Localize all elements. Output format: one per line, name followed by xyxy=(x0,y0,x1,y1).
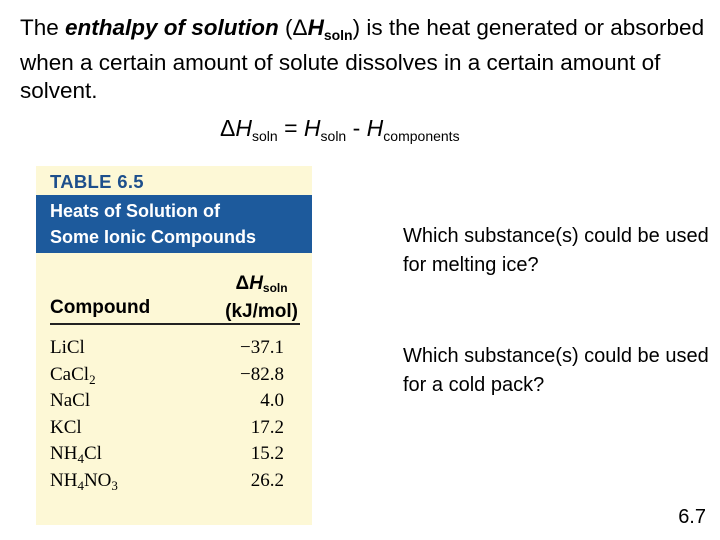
table-row xyxy=(36,417,312,444)
enthalpy-value: 17.2 xyxy=(250,416,284,438)
table-number: TABLE 6.5 xyxy=(50,171,144,192)
header-divider xyxy=(50,323,300,325)
header-unit: (kJ/mol) xyxy=(225,301,298,322)
compound-name: LiCl xyxy=(50,337,85,358)
formula-sub2: soln xyxy=(320,128,347,144)
table-title-bar xyxy=(36,195,312,253)
formula-sub1: soln xyxy=(252,128,278,144)
slide-number: 6.7 xyxy=(678,506,706,528)
enthalpy-value: −37.1 xyxy=(240,337,284,358)
table-title-line2: Some Ionic Compounds xyxy=(50,227,257,247)
compound-name: CaCl$_2$ xyxy=(50,363,96,387)
intro-sub: soln xyxy=(323,27,353,43)
enthalpy-value: 4.0 xyxy=(260,390,284,411)
intro-term: enthalpy of solution xyxy=(65,15,279,40)
intro-rest: ) is the heat generated or absorbed when a certain amount of solute dissolves in a certain amount of solvent. xyxy=(20,15,705,103)
compound-name: KCl xyxy=(50,416,82,438)
intro-open: ( xyxy=(278,15,293,40)
formula-equals: = xyxy=(277,115,304,141)
table-header xyxy=(36,270,312,325)
intro-h: H xyxy=(307,15,324,40)
compound-name: $NH_4NO_3$ xyxy=(50,469,118,493)
column-header-enthalpy xyxy=(225,272,298,324)
formula-h3: H xyxy=(366,115,384,141)
question-melting-ice: Which substance(s) could be used for melting ice? xyxy=(403,225,709,276)
table-body xyxy=(36,337,312,496)
table-title-line1: Heats of Solution of xyxy=(50,201,220,221)
formula-sub3: components xyxy=(383,128,460,144)
enthalpy-value: −82.8 xyxy=(240,363,284,385)
column-header-compound: Compound xyxy=(50,297,151,318)
enthalpy-value: 15.2 xyxy=(250,443,284,464)
table-row xyxy=(36,443,312,470)
formula-minus: - xyxy=(346,115,367,141)
intro-paragraph xyxy=(20,14,710,105)
table-row xyxy=(36,364,312,391)
table-row xyxy=(36,470,312,497)
formula-h1: H xyxy=(235,115,252,141)
enthalpy-formula xyxy=(220,115,460,144)
intro-delta: Δ xyxy=(292,15,308,40)
table-row xyxy=(36,390,312,417)
intro-prefix: The xyxy=(20,15,66,40)
header-sub: soln xyxy=(262,281,288,295)
question-cold-pack: Which substance(s) could be used for a cold pack? xyxy=(403,345,709,396)
table-row xyxy=(36,337,312,364)
header-h: H xyxy=(249,273,263,294)
enthalpy-value: 26.2 xyxy=(250,469,284,491)
heats-of-solution-table xyxy=(36,166,312,525)
compound-name: $NH_4Cl$ xyxy=(50,443,102,466)
formula-h2: H xyxy=(303,115,321,141)
formula-delta: Δ xyxy=(220,115,236,141)
compound-name: NaCl xyxy=(50,390,91,411)
header-delta: Δ xyxy=(235,273,250,294)
